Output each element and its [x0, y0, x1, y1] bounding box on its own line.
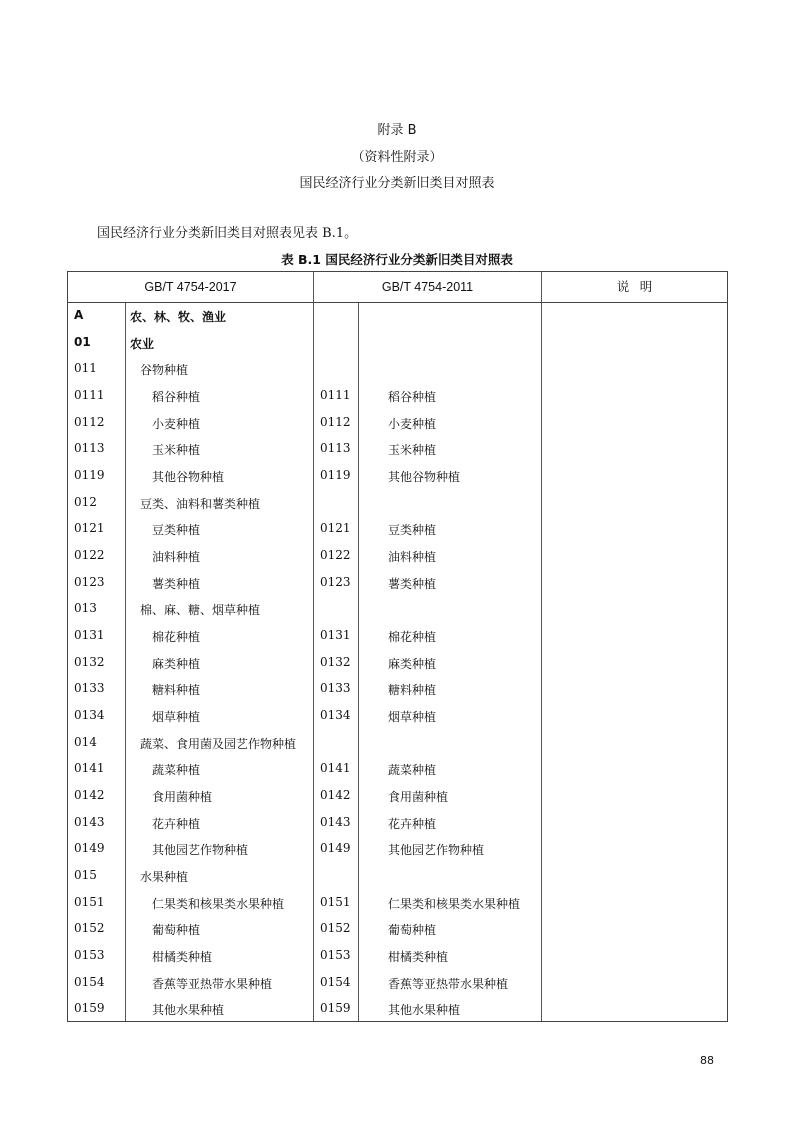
table-row [68, 916, 727, 943]
code-2017: 0133 [74, 681, 105, 696]
code-2017: 0112 [74, 414, 105, 429]
table-row [68, 623, 727, 650]
table-row [68, 863, 727, 890]
table-row [68, 730, 727, 757]
name-2017: 玉米种植 [152, 443, 201, 458]
table-row [68, 410, 727, 437]
table-row [68, 676, 727, 703]
appendix-nature: （资料性附录） [351, 150, 443, 165]
code-2011: 0143 [320, 814, 351, 829]
name-2011: 其他水果种植 [388, 1003, 461, 1018]
code-2011: 0134 [320, 708, 351, 723]
name-2011: 葡萄种植 [388, 923, 437, 938]
code-2017: 0142 [74, 788, 105, 803]
name-2011: 柑橘类种植 [388, 950, 449, 965]
table-row [68, 650, 727, 677]
table-row [68, 596, 727, 623]
code-2017: 012 [74, 494, 97, 509]
name-2017: 麻类种植 [152, 656, 201, 671]
name-2011: 花卉种植 [388, 816, 437, 831]
code-2011: 0123 [320, 574, 351, 589]
name-2011: 蔬菜种植 [388, 763, 437, 778]
name-2017: 葡萄种植 [152, 923, 201, 938]
appendix-heading: 国民经济行业分类新旧类目对照表 [299, 176, 495, 191]
table-row [68, 383, 727, 410]
code-2017: 0121 [74, 521, 105, 536]
name-2017: 稻谷种植 [152, 390, 201, 405]
name-2011: 薯类种植 [388, 576, 437, 591]
table-row [68, 463, 727, 490]
name-2011: 棉花种植 [388, 630, 437, 645]
code-2011: 0119 [320, 468, 351, 483]
name-2017: 农、林、牧、渔业 [130, 310, 227, 324]
table-body [68, 303, 727, 1023]
name-2011: 其他园艺作物种植 [388, 843, 485, 858]
code-2011: 0112 [320, 414, 351, 429]
table-row [68, 996, 727, 1023]
name-2011: 稻谷种植 [388, 390, 437, 405]
name-2017: 糖料种植 [152, 683, 201, 698]
table-row [68, 516, 727, 543]
code-2011: 0133 [320, 681, 351, 696]
header-old-standard: GB/T 4754-2011 [381, 280, 474, 294]
name-2017: 蔬菜、食用菌及园艺作物种植 [140, 736, 297, 751]
table-row [68, 943, 727, 970]
code-2017: 0113 [74, 441, 105, 456]
table-row [68, 356, 727, 383]
code-2011: 0149 [320, 841, 351, 856]
code-2011: 0122 [320, 548, 351, 563]
table-row [68, 890, 727, 917]
name-2017: 棉花种植 [152, 630, 201, 645]
code-2011: 0159 [320, 1001, 351, 1016]
table-row [68, 836, 727, 863]
name-2017: 其他谷物种植 [152, 470, 225, 485]
name-2011: 仁果类和核果类水果种植 [388, 896, 521, 911]
table-row [68, 490, 727, 517]
name-2017: 农业 [130, 336, 155, 351]
code-2017: 0159 [74, 1001, 105, 1016]
code-2017: A [74, 308, 84, 322]
code-2017: 015 [74, 868, 97, 883]
code-2011: 0132 [320, 654, 351, 669]
code-2017: 013 [74, 601, 97, 616]
table-row [68, 703, 727, 730]
appendix-title: 附录 B [377, 123, 417, 138]
name-2011: 糖料种植 [388, 683, 437, 698]
table-row [68, 543, 727, 570]
table-row [68, 330, 727, 357]
code-2011: 0154 [320, 974, 351, 989]
name-2017: 谷物种植 [140, 363, 189, 378]
code-2011: 0153 [320, 948, 351, 963]
name-2017: 油料种植 [152, 550, 201, 565]
name-2011: 豆类种植 [388, 523, 437, 538]
name-2017: 柑橘类种植 [152, 950, 213, 965]
table-row [68, 970, 727, 997]
code-2017: 0111 [74, 388, 105, 403]
name-2011: 小麦种植 [388, 416, 437, 431]
code-2017: 0143 [74, 814, 105, 829]
comparison-table [67, 271, 728, 1022]
code-2011: 0141 [320, 761, 351, 776]
name-2017: 薯类种植 [152, 576, 201, 591]
code-2017: 0122 [74, 548, 105, 563]
name-2017: 其他水果种植 [152, 1003, 225, 1018]
table-row [68, 756, 727, 783]
code-2017: 011 [74, 361, 97, 376]
name-2011: 油料种植 [388, 550, 437, 565]
code-2011: 0142 [320, 788, 351, 803]
code-2017: 014 [74, 734, 97, 749]
name-2017: 棉、麻、糖、烟草种植 [140, 603, 261, 618]
table-row [68, 303, 727, 330]
code-2017: 0123 [74, 574, 105, 589]
code-2017: 0152 [74, 921, 105, 936]
name-2017: 花卉种植 [152, 816, 201, 831]
name-2017: 食用菌种植 [152, 790, 213, 805]
code-2017: 0151 [74, 894, 105, 909]
header-new-standard: GB/T 4754-2017 [144, 280, 237, 294]
code-2017: 0132 [74, 654, 105, 669]
name-2011: 烟草种植 [388, 710, 437, 725]
code-2017: 0149 [74, 841, 105, 856]
code-2017: 0131 [74, 628, 105, 643]
name-2017: 烟草种植 [152, 710, 201, 725]
code-2017: 0119 [74, 468, 105, 483]
code-2011: 0111 [320, 388, 351, 403]
name-2017: 香蕉等亚热带水果种植 [152, 976, 273, 991]
name-2011: 香蕉等亚热带水果种植 [388, 976, 509, 991]
code-2017: 01 [74, 334, 91, 349]
name-2017: 豆类种植 [152, 523, 201, 538]
page-number: 88 [700, 1054, 714, 1067]
name-2011: 其他谷物种植 [388, 470, 461, 485]
code-2017: 0153 [74, 948, 105, 963]
name-2017: 蔬菜种植 [152, 763, 201, 778]
code-2017: 0134 [74, 708, 105, 723]
header-note: 说 明 [616, 280, 653, 294]
name-2017: 水果种植 [140, 870, 189, 885]
table-row [68, 810, 727, 837]
code-2011: 0131 [320, 628, 351, 643]
table-row [68, 783, 727, 810]
name-2011: 玉米种植 [388, 443, 437, 458]
name-2011: 麻类种植 [388, 656, 437, 671]
code-2017: 0141 [74, 761, 105, 776]
intro-paragraph: 国民经济行业分类新旧类目对照表见表 B.1。 [97, 226, 358, 241]
table-row [68, 436, 727, 463]
table-row [68, 570, 727, 597]
table-caption: 表 B.1 国民经济行业分类新旧类目对照表 [281, 252, 513, 267]
name-2017: 其他园艺作物种植 [152, 843, 249, 858]
code-2017: 0154 [74, 974, 105, 989]
code-2011: 0151 [320, 894, 351, 909]
code-2011: 0152 [320, 921, 351, 936]
name-2017: 仁果类和核果类水果种植 [152, 896, 285, 911]
code-2011: 0113 [320, 441, 351, 456]
name-2011: 食用菌种植 [388, 790, 449, 805]
name-2017: 小麦种植 [152, 416, 201, 431]
name-2017: 豆类、油料和薯类种植 [140, 496, 261, 511]
code-2011: 0121 [320, 521, 351, 536]
